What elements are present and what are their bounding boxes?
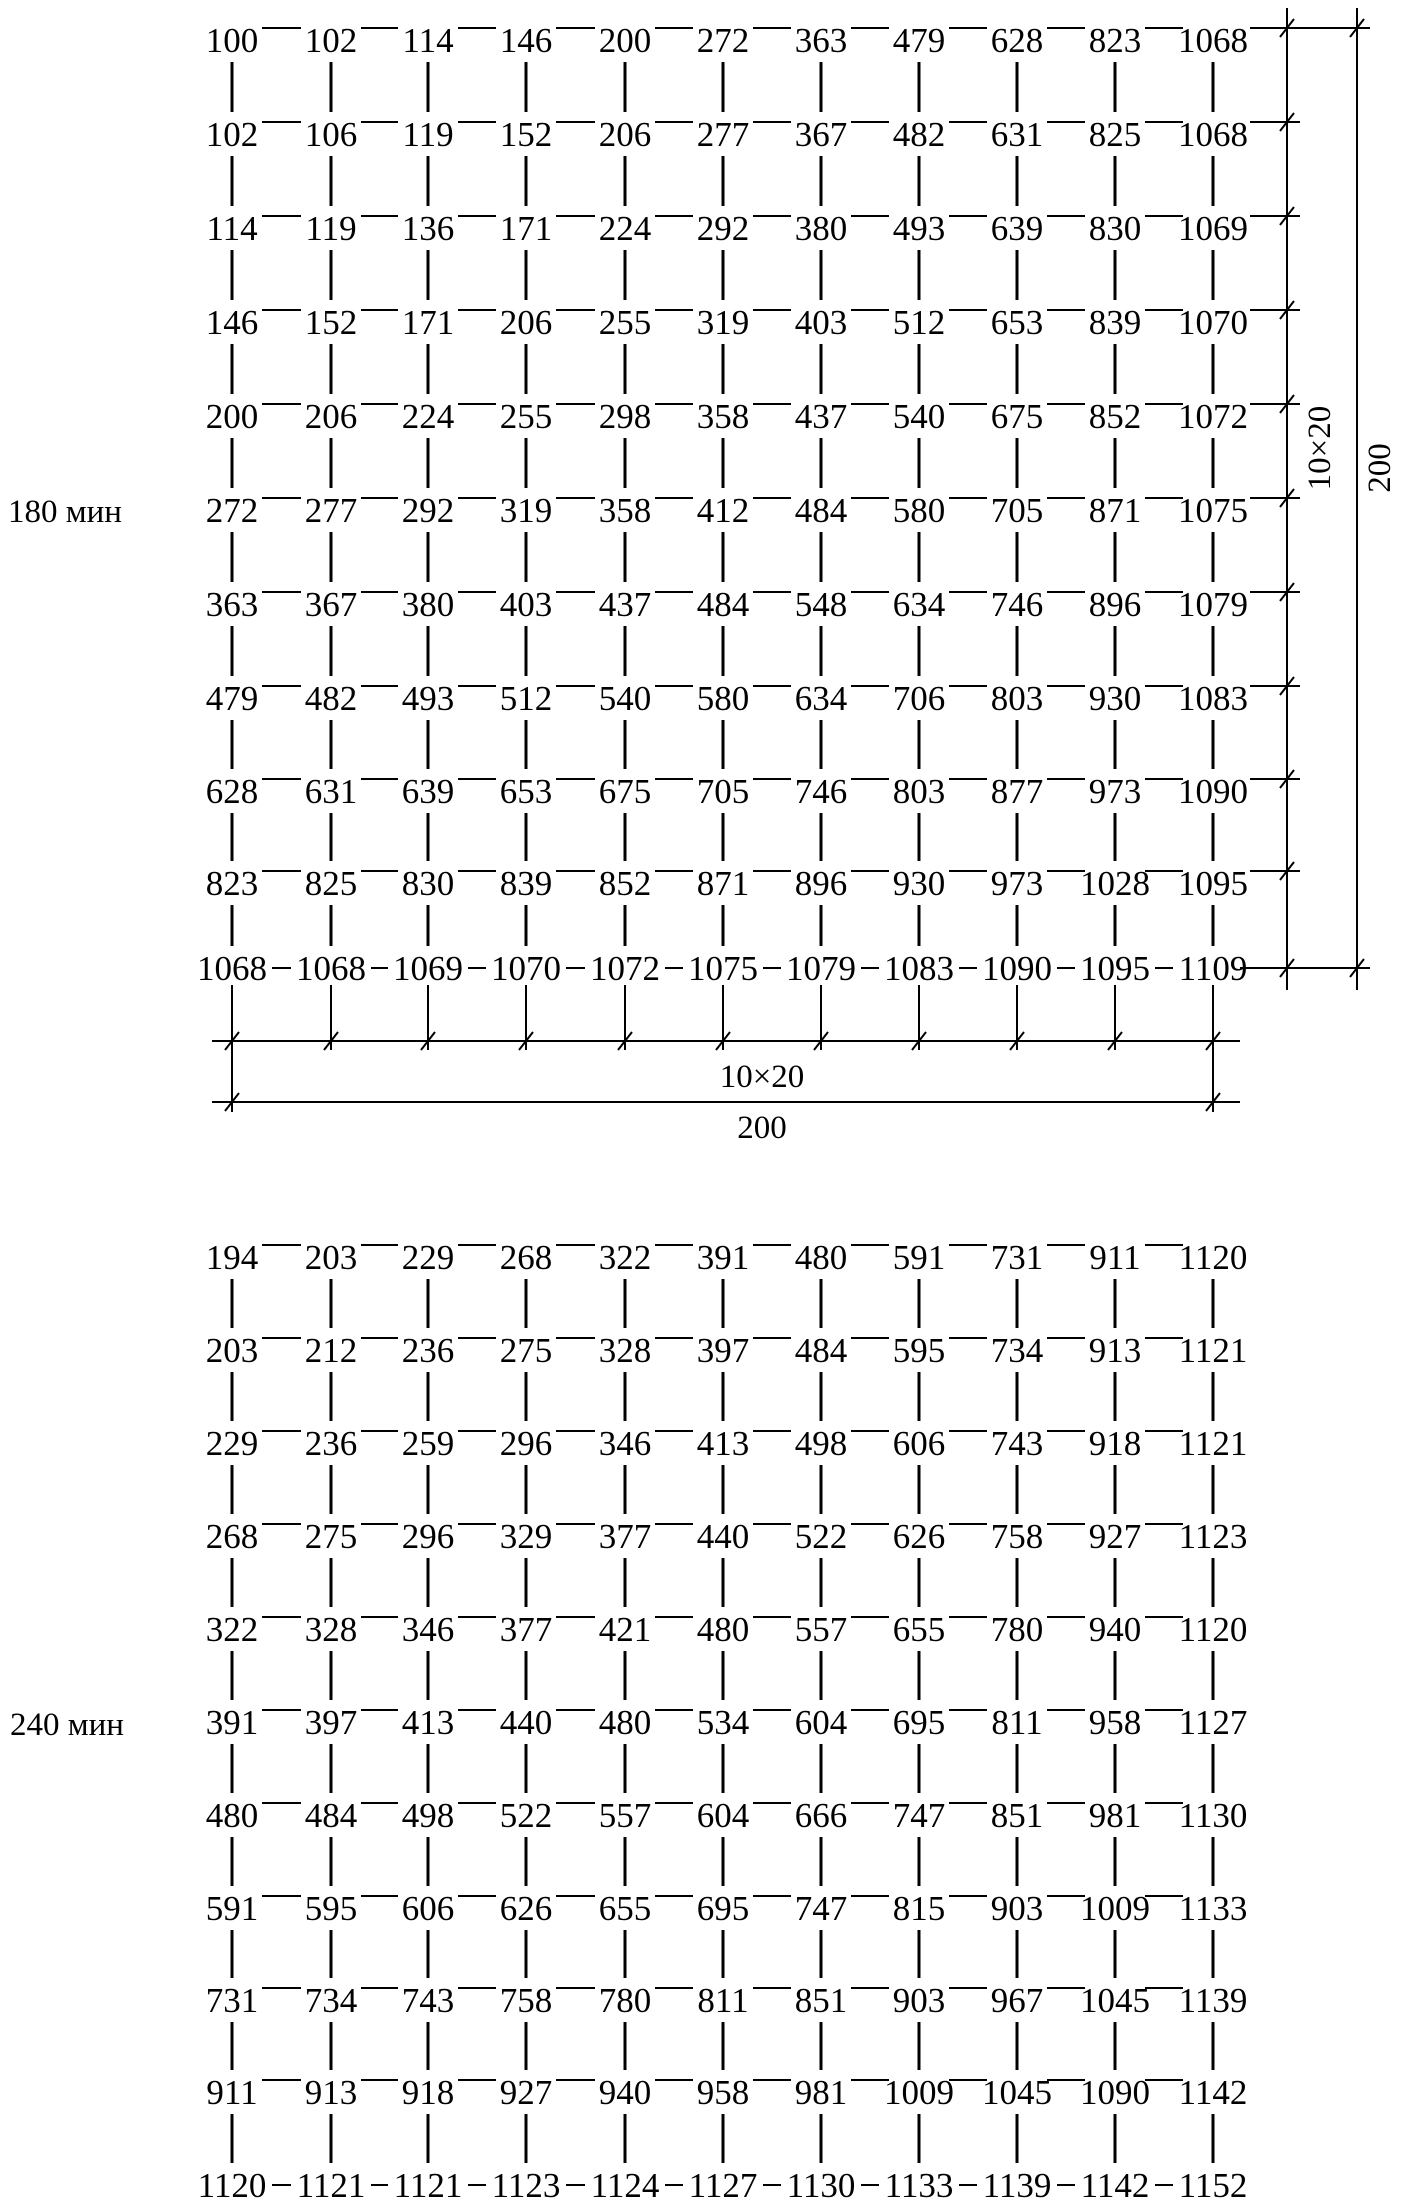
node-value: 913 (304, 2073, 358, 2112)
node-value: 1130 (1178, 1796, 1248, 1835)
node-value: 403 (794, 303, 848, 342)
node-value: 482 (304, 679, 358, 718)
node-value: 479 (892, 21, 946, 60)
node-value: 626 (892, 1517, 946, 1556)
node-value: 493 (401, 679, 455, 718)
node-value: 896 (1088, 585, 1142, 624)
node-value: 1120 (1178, 1238, 1248, 1277)
node-value: 391 (205, 1703, 259, 1742)
node-value: 734 (990, 1331, 1044, 1370)
node-value: 146 (205, 303, 259, 342)
node-value: 236 (401, 1331, 455, 1370)
node-value: 171 (401, 303, 455, 342)
node-value: 830 (1088, 209, 1142, 248)
node-value: 548 (794, 585, 848, 624)
node-value: 292 (401, 491, 455, 530)
node-value: 403 (499, 585, 553, 624)
node-value: 100 (205, 21, 259, 60)
node-value: 522 (499, 1796, 553, 1835)
node-value: 377 (598, 1517, 652, 1556)
node-value: 896 (794, 864, 848, 903)
node-value: 675 (990, 397, 1044, 436)
node-value: 391 (696, 1238, 750, 1277)
node-value: 911 (206, 2073, 258, 2112)
node-value: 540 (892, 397, 946, 436)
node-value: 277 (696, 115, 750, 154)
grid-label-180: 180 мин (8, 494, 122, 530)
node-value: 731 (205, 1981, 259, 2020)
node-value: 746 (990, 585, 1044, 624)
node-value: 655 (892, 1610, 946, 1649)
node-value: 437 (794, 397, 848, 436)
node-value: 695 (892, 1703, 946, 1742)
node-value: 626 (499, 1889, 553, 1928)
node-value: 319 (696, 303, 750, 342)
node-value: 236 (304, 1424, 358, 1463)
node-value: 734 (304, 1981, 358, 2020)
node-value: 413 (401, 1703, 455, 1742)
node-value: 1068 (1178, 21, 1248, 60)
bottom-spacing-label: 10×20 (719, 1059, 805, 1095)
node-value: 322 (598, 1238, 652, 1277)
node-value: 1090 (1178, 772, 1248, 811)
node-value: 1009 (884, 2073, 954, 2112)
node-value: 322 (205, 1610, 259, 1649)
node-value: 512 (892, 303, 946, 342)
node-value: 146 (499, 21, 553, 60)
grid-180-min (197, 21, 1248, 988)
node-value: 803 (892, 772, 946, 811)
node-value: 206 (499, 303, 553, 342)
node-value: 958 (1088, 1703, 1142, 1742)
node-value: 1028 (1080, 864, 1150, 903)
node-value: 229 (205, 1424, 259, 1463)
node-value: 1068 (1178, 115, 1248, 154)
node-value: 634 (892, 585, 946, 624)
node-value: 1130 (786, 2166, 856, 2203)
node-value: 380 (401, 585, 455, 624)
node-value: 119 (305, 209, 357, 248)
node-value: 911 (1089, 1238, 1141, 1277)
node-value: 606 (892, 1424, 946, 1463)
node-value: 631 (304, 772, 358, 811)
node-value: 212 (304, 1331, 358, 1370)
node-value: 412 (696, 491, 750, 530)
node-value: 1075 (1178, 491, 1248, 530)
node-value: 1123 (491, 2166, 561, 2203)
side-spacing-label: 10×20 (1302, 405, 1338, 491)
node-value: 973 (990, 864, 1044, 903)
node-value: 746 (794, 772, 848, 811)
node-value: 639 (990, 209, 1044, 248)
side-total-label: 200 (1362, 443, 1398, 493)
node-value: 206 (598, 115, 652, 154)
node-value: 604 (794, 1703, 848, 1742)
node-value: 522 (794, 1517, 848, 1556)
node-value: 292 (696, 209, 750, 248)
node-value: 1079 (1178, 585, 1248, 624)
node-value: 927 (499, 2073, 553, 2112)
node-value: 595 (892, 1331, 946, 1370)
node-value: 102 (304, 21, 358, 60)
node-value: 815 (892, 1889, 946, 1928)
node-value: 580 (892, 491, 946, 530)
node-value: 743 (990, 1424, 1044, 1463)
node-value: 1139 (982, 2166, 1052, 2203)
node-value: 437 (598, 585, 652, 624)
node-value: 363 (205, 585, 259, 624)
node-value: 1068 (296, 949, 366, 988)
node-value: 493 (892, 209, 946, 248)
node-value: 484 (304, 1796, 358, 1835)
node-value: 580 (696, 679, 750, 718)
node-value: 255 (598, 303, 652, 342)
node-value: 606 (401, 1889, 455, 1928)
node-value: 1068 (197, 949, 267, 988)
node-value: 653 (499, 772, 553, 811)
node-value: 639 (401, 772, 455, 811)
node-value: 1070 (491, 949, 561, 988)
node-value: 877 (990, 772, 1044, 811)
node-value: 512 (499, 679, 553, 718)
node-value: 1070 (1178, 303, 1248, 342)
node-value: 631 (990, 115, 1044, 154)
node-value: 705 (990, 491, 1044, 530)
node-value: 1075 (688, 949, 758, 988)
node-value: 1127 (1178, 1703, 1248, 1742)
node-value: 825 (304, 864, 358, 903)
node-value: 1123 (1178, 1517, 1248, 1556)
dimension-lines (212, 8, 1370, 1112)
node-value: 480 (794, 1238, 848, 1277)
node-value: 1133 (884, 2166, 954, 2203)
node-value: 811 (991, 1703, 1043, 1742)
node-value: 482 (892, 115, 946, 154)
node-value: 653 (990, 303, 1044, 342)
node-value: 958 (696, 2073, 750, 2112)
node-value: 927 (1088, 1517, 1142, 1556)
grid-label-240: 240 мин (10, 1707, 124, 1743)
node-value: 540 (598, 679, 652, 718)
node-value: 1152 (1178, 2166, 1248, 2203)
node-value: 275 (499, 1331, 553, 1370)
node-value: 967 (990, 1981, 1044, 2020)
node-value: 1109 (1178, 949, 1248, 988)
node-value: 346 (598, 1424, 652, 1463)
node-value: 328 (304, 1610, 358, 1649)
node-value: 119 (402, 115, 454, 154)
node-value: 106 (304, 115, 358, 154)
node-value: 1083 (1178, 679, 1248, 718)
node-value: 498 (401, 1796, 455, 1835)
node-value: 852 (1088, 397, 1142, 436)
node-value: 930 (892, 864, 946, 903)
grid-240-min (198, 1238, 1248, 2203)
node-value: 803 (990, 679, 1044, 718)
node-value: 296 (499, 1424, 553, 1463)
node-value: 1121 (1178, 1331, 1248, 1370)
node-value: 114 (206, 209, 258, 248)
node-value: 203 (304, 1238, 358, 1277)
node-value: 152 (499, 115, 553, 154)
node-value: 1045 (1080, 1981, 1150, 2020)
node-value: 358 (598, 491, 652, 530)
node-value: 1079 (786, 949, 856, 988)
node-value: 706 (892, 679, 946, 718)
node-value: 272 (205, 491, 259, 530)
node-value: 666 (794, 1796, 848, 1835)
node-value: 1083 (884, 949, 954, 988)
node-value: 1124 (590, 2166, 660, 2203)
node-value: 871 (696, 864, 750, 903)
node-value: 1009 (1080, 1889, 1150, 1928)
node-value: 918 (1088, 1424, 1142, 1463)
node-value: 329 (499, 1517, 553, 1556)
node-value: 367 (304, 585, 358, 624)
node-value: 1072 (590, 949, 660, 988)
node-value: 1121 (296, 2166, 366, 2203)
node-value: 277 (304, 491, 358, 530)
node-value: 1095 (1178, 864, 1248, 903)
node-value: 830 (401, 864, 455, 903)
node-value: 1142 (1080, 2166, 1150, 2203)
node-value: 203 (205, 1331, 259, 1370)
node-value: 224 (401, 397, 455, 436)
node-value: 114 (402, 21, 454, 60)
node-value: 628 (990, 21, 1044, 60)
node-value: 484 (696, 585, 750, 624)
node-value: 634 (794, 679, 848, 718)
node-value: 319 (499, 491, 553, 530)
node-value: 557 (598, 1796, 652, 1835)
node-value: 1139 (1178, 1981, 1248, 2020)
node-value: 1127 (688, 2166, 758, 2203)
node-value: 604 (696, 1796, 750, 1835)
node-value: 981 (1088, 1796, 1142, 1835)
node-value: 229 (401, 1238, 455, 1277)
node-value: 903 (990, 1889, 1044, 1928)
node-value: 484 (794, 1331, 848, 1370)
node-value: 557 (794, 1610, 848, 1649)
node-value: 839 (499, 864, 553, 903)
node-value: 1069 (1178, 209, 1248, 248)
bottom-total-label: 200 (737, 1110, 787, 1146)
node-value: 397 (304, 1703, 358, 1742)
node-value: 275 (304, 1517, 358, 1556)
node-value: 152 (304, 303, 358, 342)
node-value: 171 (499, 209, 553, 248)
node-value: 1133 (1178, 1889, 1248, 1928)
node-value: 940 (598, 2073, 652, 2112)
node-value: 839 (1088, 303, 1142, 342)
node-value: 595 (304, 1889, 358, 1928)
node-value: 655 (598, 1889, 652, 1928)
node-value: 1072 (1178, 397, 1248, 436)
node-value: 940 (1088, 1610, 1142, 1649)
node-value: 498 (794, 1424, 848, 1463)
node-value: 705 (696, 772, 750, 811)
node-value: 440 (696, 1517, 750, 1556)
node-value: 1121 (1178, 1424, 1248, 1463)
node-value: 918 (401, 2073, 455, 2112)
node-value: 268 (499, 1238, 553, 1277)
node-value: 1120 (1178, 1610, 1248, 1649)
node-value: 296 (401, 1517, 455, 1556)
node-value: 1090 (982, 949, 1052, 988)
node-value: 206 (304, 397, 358, 436)
node-value: 200 (205, 397, 259, 436)
node-value: 1142 (1178, 2073, 1248, 2112)
node-value: 851 (990, 1796, 1044, 1835)
node-value: 747 (794, 1889, 848, 1928)
node-value: 421 (598, 1610, 652, 1649)
node-value: 1045 (982, 2073, 1052, 2112)
node-value: 484 (794, 491, 848, 530)
node-value: 377 (499, 1610, 553, 1649)
node-value: 298 (598, 397, 652, 436)
node-value: 780 (990, 1610, 1044, 1649)
node-value: 851 (794, 1981, 848, 2020)
node-value: 534 (696, 1703, 750, 1742)
node-value: 413 (696, 1424, 750, 1463)
node-value: 1095 (1080, 949, 1150, 988)
node-value: 823 (205, 864, 259, 903)
node-value: 913 (1088, 1331, 1142, 1370)
node-value: 780 (598, 1981, 652, 2020)
node-value: 346 (401, 1610, 455, 1649)
node-value: 731 (990, 1238, 1044, 1277)
node-value: 224 (598, 209, 652, 248)
node-value: 743 (401, 1981, 455, 2020)
node-value: 1069 (393, 949, 463, 988)
node-value: 480 (598, 1703, 652, 1742)
node-value: 255 (499, 397, 553, 436)
node-value: 440 (499, 1703, 553, 1742)
node-value: 328 (598, 1331, 652, 1370)
node-value: 1121 (393, 2166, 463, 2203)
node-value: 1120 (197, 2166, 267, 2203)
node-value: 479 (205, 679, 259, 718)
node-value: 747 (892, 1796, 946, 1835)
node-value: 268 (205, 1517, 259, 1556)
node-value: 1090 (1080, 2073, 1150, 2112)
node-value: 591 (205, 1889, 259, 1928)
node-value: 825 (1088, 115, 1142, 154)
node-value: 628 (205, 772, 259, 811)
node-value: 930 (1088, 679, 1142, 718)
node-value: 480 (696, 1610, 750, 1649)
node-value: 272 (696, 21, 750, 60)
node-value: 367 (794, 115, 848, 154)
node-value: 758 (990, 1517, 1044, 1556)
node-value: 397 (696, 1331, 750, 1370)
node-value: 259 (401, 1424, 455, 1463)
node-value: 591 (892, 1238, 946, 1277)
node-value: 973 (1088, 772, 1142, 811)
node-value: 852 (598, 864, 652, 903)
node-value: 758 (499, 1981, 553, 2020)
node-value: 136 (401, 209, 455, 248)
node-value: 200 (598, 21, 652, 60)
node-value: 823 (1088, 21, 1142, 60)
node-value: 380 (794, 209, 848, 248)
node-value: 363 (794, 21, 848, 60)
node-value: 903 (892, 1981, 946, 2020)
node-value: 695 (696, 1889, 750, 1928)
node-value: 811 (697, 1981, 749, 2020)
node-value: 194 (205, 1238, 259, 1277)
node-value: 675 (598, 772, 652, 811)
node-value: 981 (794, 2073, 848, 2112)
node-value: 358 (696, 397, 750, 436)
node-value: 871 (1088, 491, 1142, 530)
node-value: 102 (205, 115, 259, 154)
node-value: 480 (205, 1796, 259, 1835)
